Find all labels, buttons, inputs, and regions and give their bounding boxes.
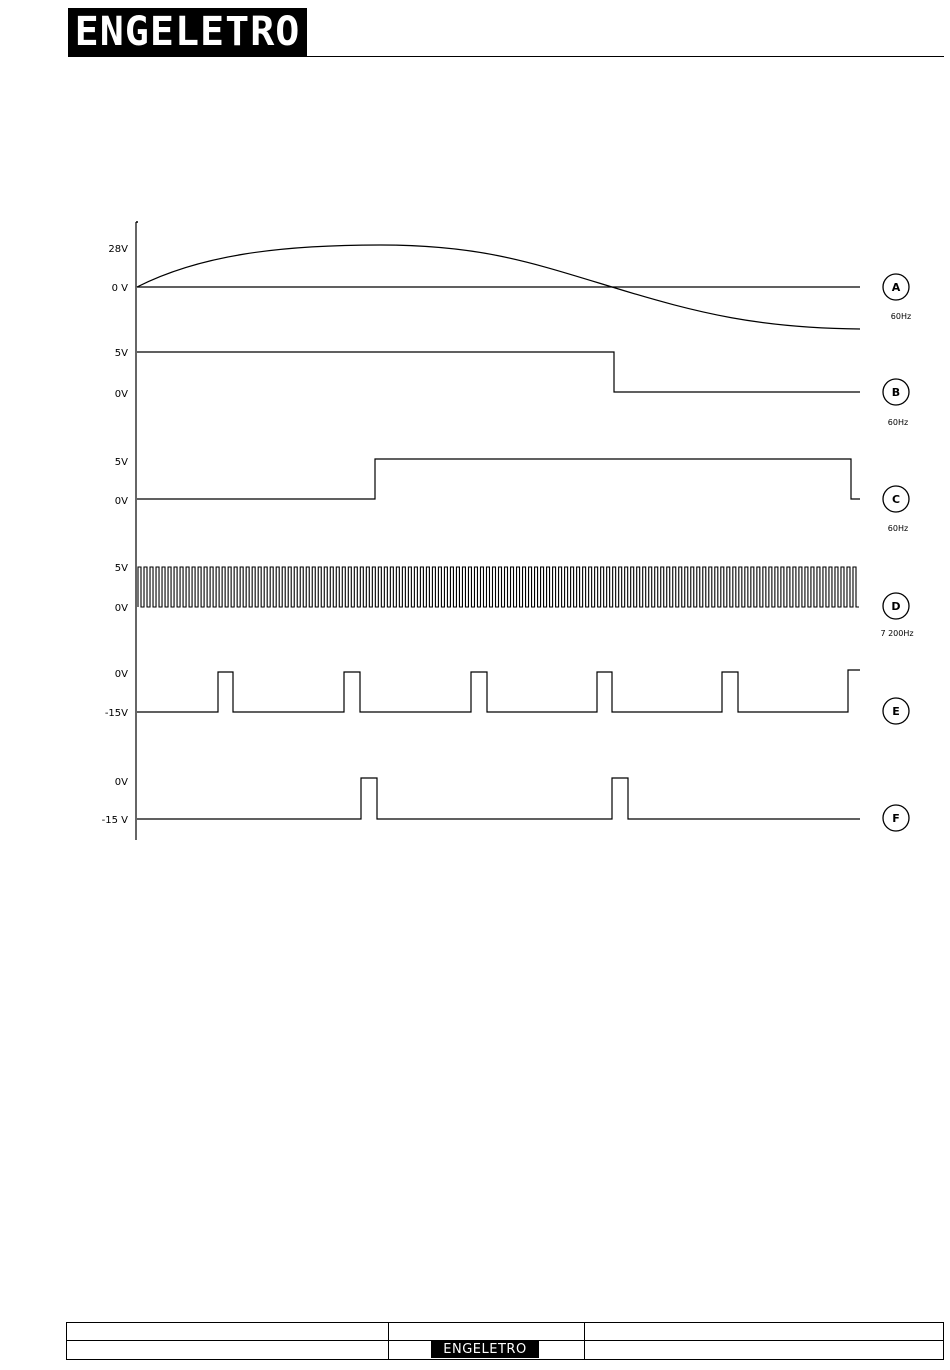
signal-marker-e-letter: E bbox=[892, 705, 900, 718]
signal-e-waveform bbox=[137, 670, 860, 712]
level-label-c-high: 5V bbox=[114, 457, 128, 468]
level-label-b-high: 5V bbox=[114, 348, 128, 359]
signal-marker-a-letter: A bbox=[891, 281, 901, 294]
level-label-a-low: 0 V bbox=[111, 283, 128, 294]
level-label-a-high: 28V bbox=[108, 244, 128, 255]
footer-column-divider bbox=[388, 1323, 389, 1359]
footer-column-divider bbox=[584, 1323, 585, 1359]
level-label-f-low: -15 V bbox=[101, 815, 128, 826]
signal-marker-c-letter: C bbox=[891, 493, 901, 506]
level-label-e-low: -15V bbox=[104, 708, 128, 719]
level-label-e-high: 0V bbox=[114, 669, 128, 680]
signal-b-waveform bbox=[137, 352, 860, 392]
signal-marker-d-letter: D bbox=[891, 600, 901, 613]
level-label-d-low: 0V bbox=[114, 603, 128, 614]
footer-logo: ENGELETRO bbox=[431, 1341, 539, 1358]
level-label-f-high: 0V bbox=[114, 777, 128, 788]
signal-marker-b-letter: B bbox=[891, 386, 901, 399]
signal-c-frequency: 60Hz bbox=[887, 524, 909, 533]
signal-d-frequency: 7 200Hz bbox=[880, 629, 914, 638]
level-label-d-high: 5V bbox=[114, 563, 128, 574]
signal-c-waveform bbox=[137, 459, 860, 499]
signal-f-waveform bbox=[137, 778, 860, 819]
signal-d-waveform bbox=[138, 567, 859, 607]
signal-b-frequency: 60Hz bbox=[887, 418, 909, 427]
level-label-c-low: 0V bbox=[114, 496, 128, 507]
level-label-b-low: 0V bbox=[114, 389, 128, 400]
signal-marker-f-letter: F bbox=[892, 812, 900, 825]
signal-a-frequency: 60Hz bbox=[890, 312, 912, 321]
header-logo: ENGELETRO bbox=[68, 8, 307, 56]
